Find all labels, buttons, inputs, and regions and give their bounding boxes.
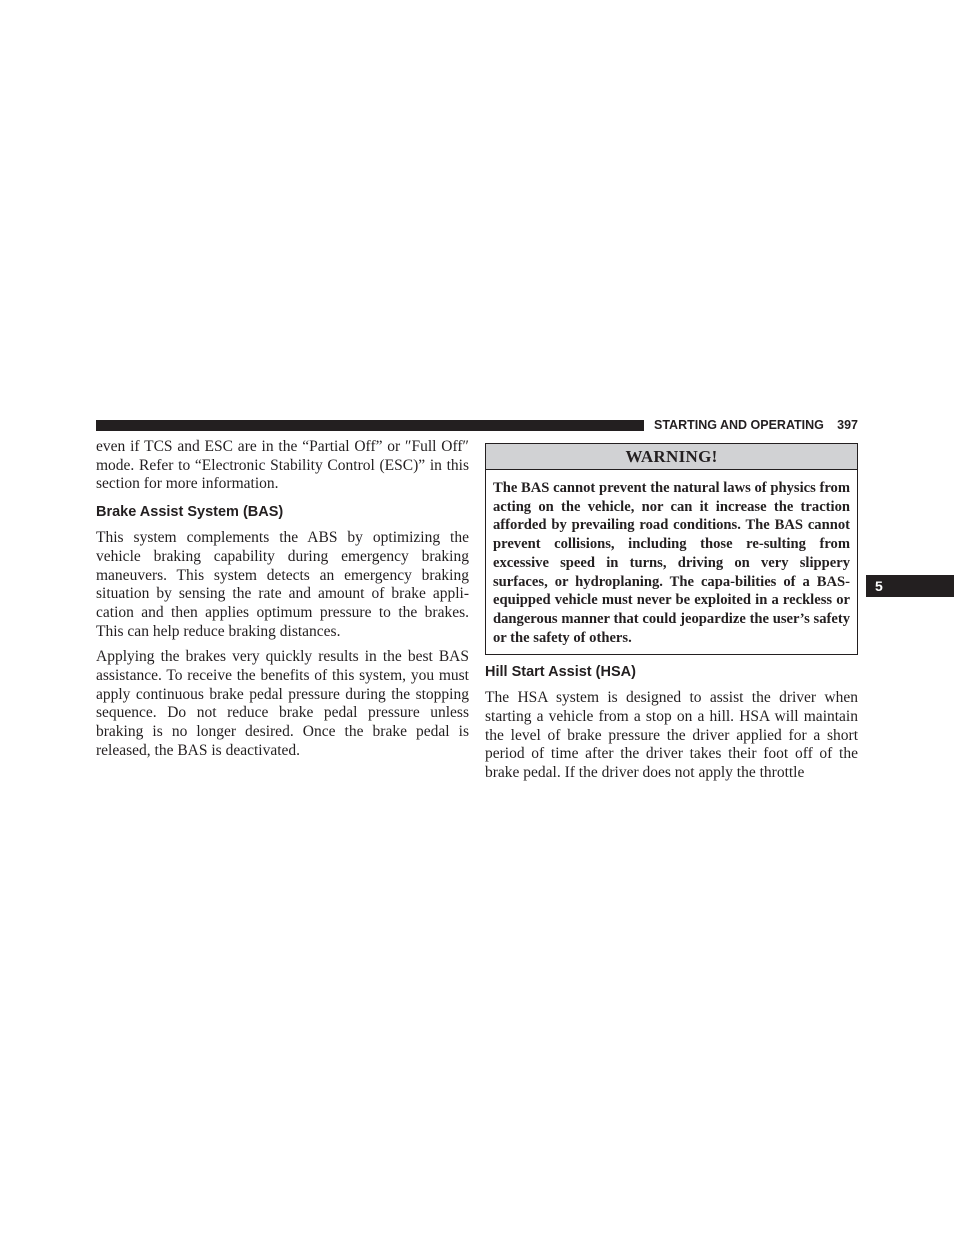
- warning-box: [485, 443, 858, 655]
- intro-paragraph: even if TCS and ESC are in the “Partial Off” or ″Full Off″ mode. Refer to “Electronic Stability Control (ESC)” in this section for more information.: [96, 438, 469, 493]
- hsa-heading: Hill Start Assist (HSA): [485, 664, 636, 681]
- hsa-paragraph: The HSA system is designed to assist the driver when starting a vehicle from a stop on a hill. HSA will maintain the level of brake pressure the driver applied for a short period of time after the driver takes their foot off of the brake pedal. If the driver does not apply the throttle: [485, 689, 858, 782]
- left-column: [96, 438, 469, 761]
- warning-title: WARNING!: [486, 444, 857, 470]
- chapter-tab: 5: [866, 575, 954, 597]
- running-header: [654, 417, 858, 433]
- page-number: 397: [837, 418, 858, 432]
- bas-paragraph-2: Applying the brakes very quickly results in the best BAS assistance. To receive the benefits of this system, you must apply continuous brake pedal pressure during the stopping sequence. Do not reduce brake pedal pressure unless braking is no longer desired. Once the brake pedal is released, the BAS is deactivated.: [96, 648, 469, 759]
- header-rule: [96, 420, 644, 431]
- section-title: STARTING AND OPERATING: [654, 418, 824, 432]
- bas-heading: Brake Assist System (BAS): [96, 504, 284, 521]
- bas-paragraph-1: This system complements the ABS by optimizing the vehicle braking capability during emergency braking maneuvers. This system detects an emergency braking situation by sensing the rate and amount of brake appli-cation and then applies optimum pressure to the brakes. This can help reduce braking distances.: [96, 529, 469, 640]
- right-column: [485, 443, 858, 783]
- warning-text: The BAS cannot prevent the natural laws of physics from acting on the vehicle, nor can it increase the traction afforded by prevailing road conditions. The BAS cannot prevent collisions, including those re-sulting from excessive speed in turns, driving on very slippery surfaces, or hydroplaning. The capa-bilities of a BAS-equipped vehicle must never be exploited in a reckless or dangerous manner that could jeopardize the user’s safety or the safety of others.: [493, 480, 850, 646]
